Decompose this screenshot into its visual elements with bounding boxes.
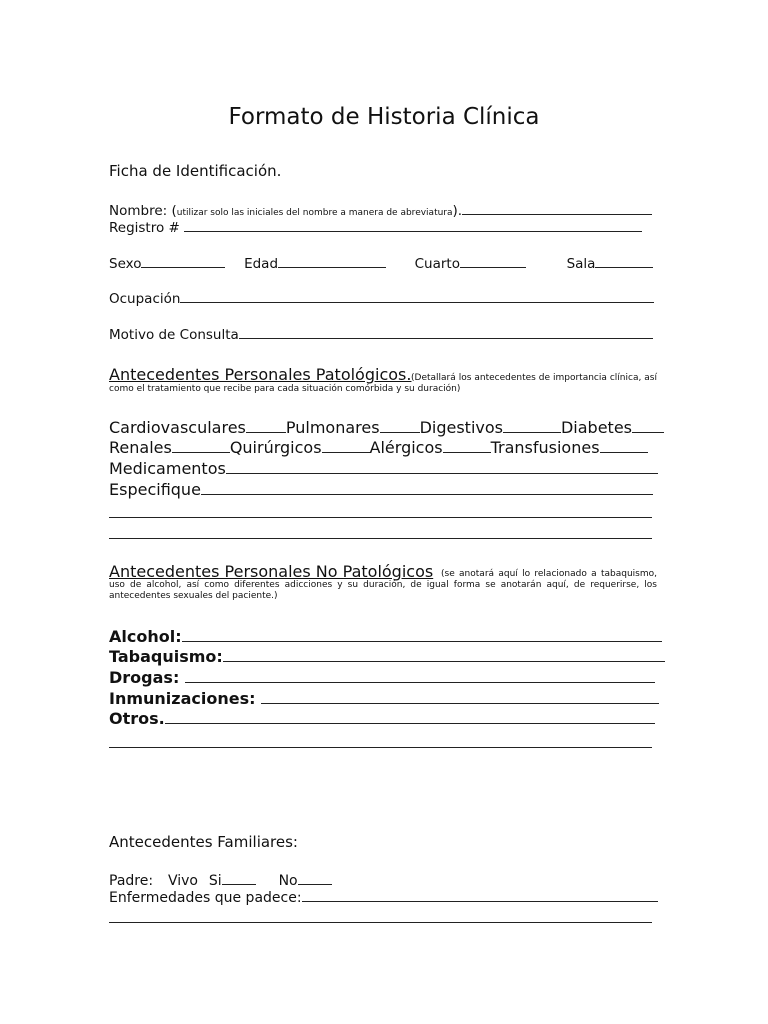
renales-field[interactable] <box>172 452 230 453</box>
no-label: No <box>278 873 298 889</box>
cardio-field[interactable] <box>246 432 286 433</box>
registro-label: Registro # <box>109 220 180 236</box>
registro-row <box>109 220 642 236</box>
registro-field[interactable] <box>184 231 642 232</box>
pulmonares-label: Pulmonares <box>285 418 380 437</box>
enfermedades-label: Enfermedades que padece: <box>109 890 302 906</box>
nombre-field[interactable] <box>462 214 652 215</box>
motivo-field[interactable] <box>239 338 653 339</box>
medicamentos-field[interactable] <box>226 473 658 474</box>
patologicos-note: (Detallará los antecedentes de importancia clínica, así como el tratamiento que recibe para cada situación comórbida y su duración) <box>109 373 657 394</box>
ocupacion-label: Ocupación <box>109 291 181 307</box>
tabaquismo-field[interactable] <box>223 661 665 662</box>
drogas-label: Drogas: <box>109 668 180 687</box>
renales-label: Renales <box>109 438 172 457</box>
especifique-row <box>109 480 653 499</box>
no-patologicos-note: (se anotará aquí lo relacionado a tabaquismo, uso de alcohol, así como diferentes adicciones y su duración, de igual forma se anotarán aquí, de requerirse, los antecedentes sexuales del paciente.) <box>109 569 657 601</box>
blank-line[interactable] <box>109 922 652 923</box>
sala-label: Sala <box>566 256 596 272</box>
si-field[interactable] <box>222 884 256 885</box>
sala-field[interactable] <box>595 267 653 268</box>
nombre-label: Nombre: ( <box>109 203 177 219</box>
sexo-label: Sexo <box>109 256 142 272</box>
si-label: Si <box>208 873 222 889</box>
alergicos-label: Alérgicos <box>369 438 443 457</box>
otros-field[interactable] <box>165 723 655 724</box>
no-field[interactable] <box>298 884 332 885</box>
no-patologicos-heading: Antecedentes Personales No Patológicos <box>109 562 434 581</box>
page-title: Formato de Historia Clínica <box>228 104 540 130</box>
alergicos-field[interactable] <box>443 452 491 453</box>
medicamentos-row <box>109 459 658 478</box>
inmunizaciones-label: Inmunizaciones: <box>109 689 256 708</box>
motivo-label: Motivo de Consulta <box>109 327 239 343</box>
especifique-label: Especifique <box>109 480 201 499</box>
nombre-note: utilizar solo las iniciales del nombre a manera de abreviatura <box>176 208 453 218</box>
padre-row <box>109 873 332 889</box>
drogas-row <box>109 668 655 687</box>
sexo-field[interactable] <box>141 267 225 268</box>
inmunizaciones-row <box>109 689 659 708</box>
blank-line[interactable] <box>109 538 652 539</box>
diabetes-field[interactable] <box>632 432 664 433</box>
ocupacion-row <box>109 291 654 307</box>
cuarto-label: Cuarto <box>414 256 460 272</box>
tabaquismo-row <box>109 647 665 666</box>
blank-line[interactable] <box>109 747 652 748</box>
nombre-close: ). <box>452 203 463 219</box>
cardio-label: Cardiovasculares <box>109 418 246 437</box>
alcohol-row <box>109 627 662 646</box>
inmunizaciones-field[interactable] <box>261 703 659 704</box>
edad-label: Edad <box>244 256 279 272</box>
medicamentos-label: Medicamentos <box>109 459 226 478</box>
transfusiones-field[interactable] <box>600 452 648 453</box>
especifique-field[interactable] <box>201 494 653 495</box>
tabaquismo-label: Tabaquismo: <box>109 647 223 666</box>
vivo-label: Vivo <box>167 873 198 889</box>
digestivos-field[interactable] <box>503 432 561 433</box>
transfusiones-label: Transfusiones <box>490 438 600 457</box>
pulmonares-field[interactable] <box>380 432 420 433</box>
familiares-heading: Antecedentes Familiares: <box>109 833 298 851</box>
ocupacion-field[interactable] <box>180 302 654 303</box>
otros-label: Otros. <box>109 709 165 728</box>
patologicos-row-1 <box>109 418 664 437</box>
diabetes-label: Diabetes <box>560 418 633 437</box>
enfermedades-field[interactable] <box>302 901 658 902</box>
ficha-heading: Ficha de Identificación. <box>109 162 282 180</box>
otros-row <box>109 709 655 728</box>
edad-field[interactable] <box>278 267 386 268</box>
blank-line[interactable] <box>109 517 652 518</box>
nombre-row <box>109 203 652 219</box>
drogas-field[interactable] <box>185 682 655 683</box>
digestivos-label: Digestivos <box>419 418 503 437</box>
cuarto-field[interactable] <box>460 267 526 268</box>
patologicos-row-2 <box>109 438 648 457</box>
patologicos-heading: Antecedentes Personales Patológicos. <box>109 365 412 384</box>
enfermedades-row <box>109 890 658 906</box>
motivo-row <box>109 327 653 343</box>
quirurgicos-field[interactable] <box>322 452 370 453</box>
alcohol-field[interactable] <box>182 641 662 642</box>
padre-label: Padre: <box>109 873 154 889</box>
alcohol-label: Alcohol: <box>109 627 182 646</box>
sexo-row <box>109 256 653 272</box>
quirurgicos-label: Quirúrgicos <box>229 438 322 457</box>
